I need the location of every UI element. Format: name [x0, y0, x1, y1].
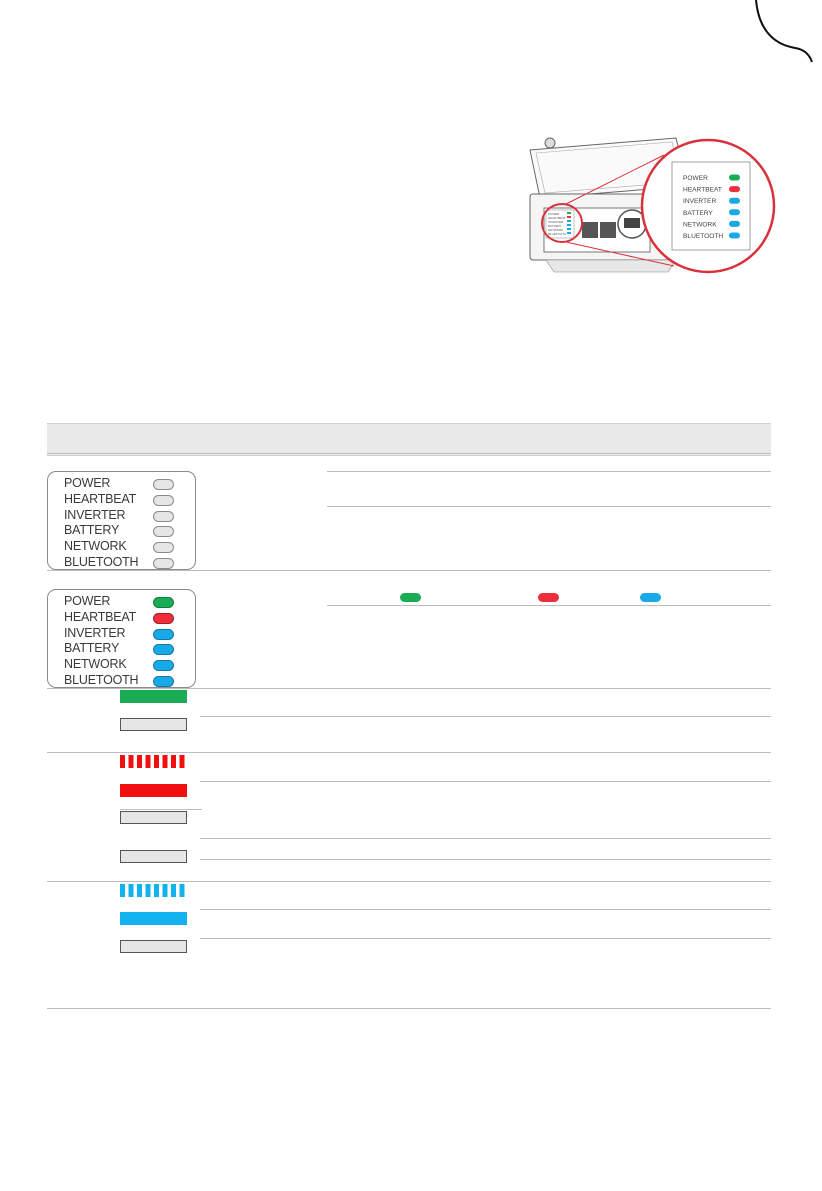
table-rule	[200, 716, 771, 717]
legend-pill-red	[538, 593, 559, 602]
callout-led-label: INVERTER	[683, 198, 717, 206]
led-label: BLUETOOTH	[64, 555, 139, 569]
led-panel-off	[47, 471, 196, 570]
led-indicator	[153, 542, 174, 553]
table-rule	[200, 859, 771, 860]
led-label: BLUETOOTH	[64, 673, 139, 687]
legend-pill-blue	[640, 593, 661, 602]
led-bar	[120, 850, 187, 863]
led-bar	[120, 884, 187, 897]
led-indicator	[153, 644, 174, 655]
callout-led-label: HEARTBEAT	[683, 186, 722, 194]
led-panel-on	[47, 589, 196, 688]
table-rule	[47, 453, 771, 454]
led-indicator	[153, 676, 174, 687]
table-rule	[47, 752, 771, 753]
led-indicator	[153, 660, 174, 671]
table-rule	[327, 605, 771, 606]
callout-led-indicator	[729, 186, 740, 192]
led-bar	[120, 755, 187, 768]
table-rule	[327, 506, 771, 507]
led-indicator	[153, 526, 174, 537]
led-bar	[120, 718, 187, 731]
svg-text:HEARTBEAT: HEARTBEAT	[548, 216, 566, 220]
led-label: POWER	[64, 594, 111, 608]
table-rule	[47, 570, 771, 571]
callout-led-indicator	[729, 233, 740, 239]
callout-led-label: BLUETOOTH	[683, 233, 724, 240]
svg-text:INVERTER: INVERTER	[548, 220, 564, 224]
led-label: NETWORK	[64, 657, 127, 672]
led-bar	[120, 784, 187, 797]
led-label: POWER	[64, 476, 111, 490]
callout-led-label: BATTERY	[683, 209, 713, 217]
led-indicator	[153, 629, 174, 640]
led-bar	[120, 690, 187, 703]
legend-pill-green	[400, 593, 421, 602]
led-indicator	[153, 495, 174, 506]
table-rule	[47, 1008, 771, 1009]
table-rule	[47, 688, 771, 689]
callout-led-label: POWER	[683, 175, 708, 182]
svg-text:NETWORK: NETWORK	[548, 228, 564, 232]
led-bar	[120, 811, 187, 824]
led-label: INVERTER	[64, 507, 126, 522]
led-bar	[120, 912, 187, 925]
led-indicator	[153, 479, 174, 490]
led-indicator	[153, 613, 174, 624]
led-indicator	[153, 597, 174, 608]
callout-led-indicator	[729, 175, 740, 181]
callout-led-indicator	[729, 221, 740, 227]
led-bar	[120, 940, 187, 953]
svg-text:POWER: POWER	[548, 212, 560, 216]
table-rule	[120, 809, 202, 810]
svg-text:BATTERY: BATTERY	[548, 224, 562, 228]
page-corner-mark	[0, 0, 822, 80]
led-label: INVERTER	[64, 625, 126, 640]
led-label: HEARTBEAT	[64, 609, 137, 624]
led-indicator	[153, 558, 174, 569]
callout-led-label: NETWORK	[683, 221, 717, 229]
table-rule	[200, 838, 771, 839]
callout-led-indicator	[729, 198, 740, 204]
table-rule	[200, 938, 771, 939]
led-label: BATTERY	[64, 523, 120, 538]
led-label: NETWORK	[64, 539, 127, 554]
table-rule	[327, 471, 771, 472]
led-label: HEARTBEAT	[64, 491, 137, 506]
table-rule	[200, 781, 771, 782]
svg-text:BLUETOOTH: BLUETOOTH	[548, 232, 567, 236]
device-illustration	[526, 128, 776, 278]
led-indicator	[153, 511, 174, 522]
led-label: BATTERY	[64, 641, 120, 656]
callout-led-indicator	[729, 209, 740, 215]
table-rule	[47, 881, 771, 882]
table-rule	[200, 909, 771, 910]
table-header	[47, 423, 771, 456]
